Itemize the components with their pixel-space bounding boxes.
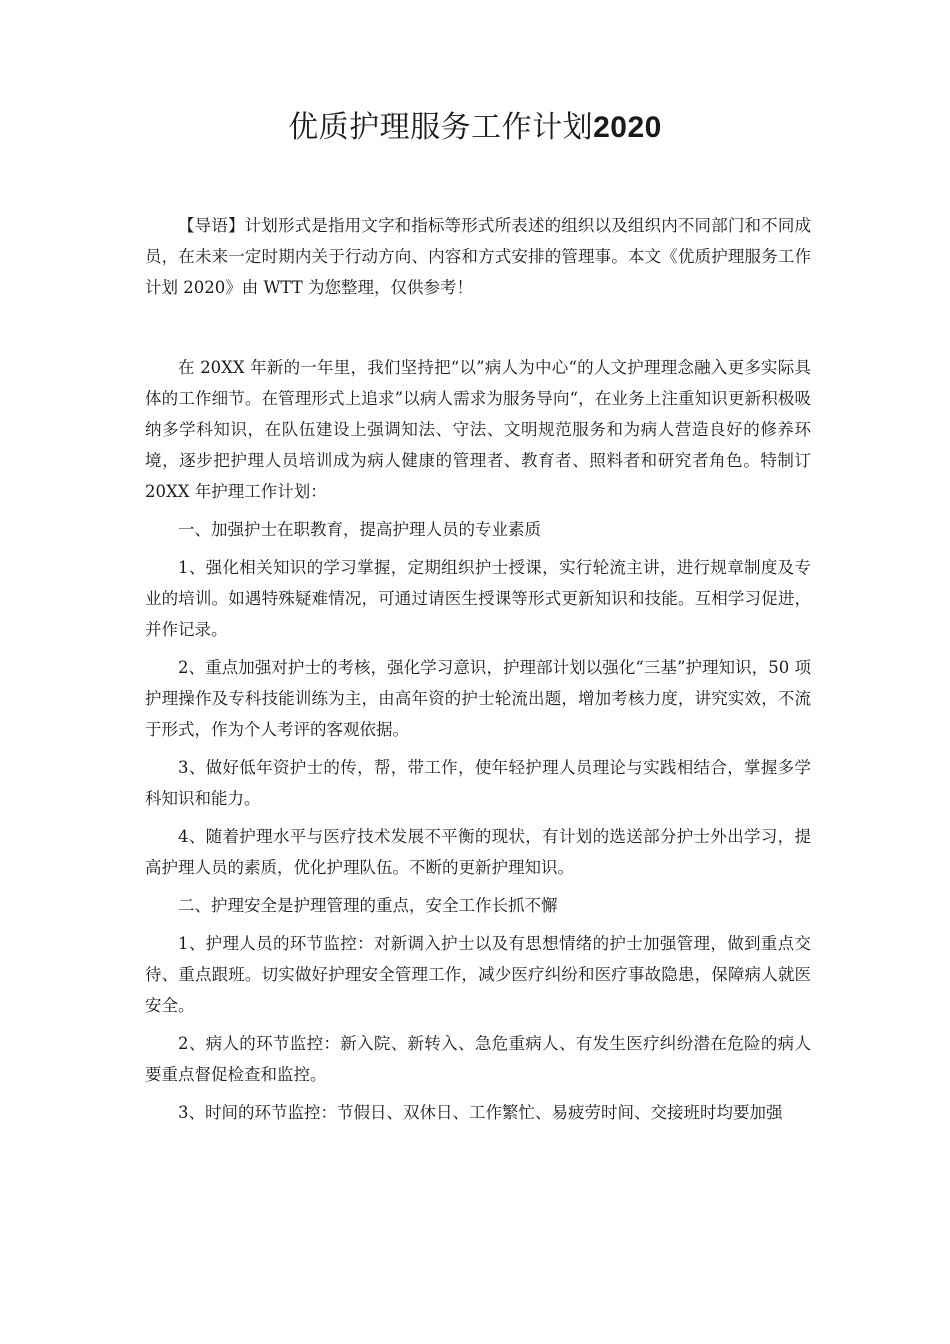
document-title [0, 106, 950, 150]
list-item: 3、时间的环节监控：节假日、双休日、工作繁忙、易疲劳时间、交接班时均要加强 [178, 1103, 783, 1122]
main-content [145, 352, 811, 1128]
title-text: 优质护理服务工作计划 [288, 110, 594, 145]
list-item: 2、重点加强对护士的考核，强化学习意识，护理部计划以强化“三基”护理知识，50 项护理操作及专科技能训练为主，由高年资的护士轮流出题，增加考核力度，讲究实效，不流于形式，作为个人考评的客观依据。 [145, 658, 811, 739]
intro-paragraph: 【导语】计划形式是指用文字和指标等形式所表述的组织以及组织内不同部门和不同成员，在未来一定时期内关于行动方向、内容和方式安排的管理事。本文《优质护理服务工作计划 2020》由 WTT 为您整理，仅供参考！ [145, 216, 811, 297]
list-item: 1、强化相关知识的学习掌握，定期组织护士授课，实行轮流主讲，进行规章制度及专业的培训。如遇特殊疑难情况，可通过请医生授课等形式更新知识和技能。互相学习促进，并作记录。 [145, 558, 811, 639]
list-item: 4、随着护理水平与医疗技术发展不平衡的现状，有计划的选送部分护士外出学习，提高护理人员的素质，优化护理队伍。不断的更新护理知识。 [145, 827, 811, 877]
list-item: 3、做好低年资护士的传，帮，带工作，使年轻护理人员理论与实践相结合，掌握多学科知识和能力。 [145, 758, 811, 808]
list-item: 1、护理人员的环节监控：对新调入护士以及有思想情绪的护士加强管理，做到重点交待、重点跟班。切实做好护理安全管理工作，减少医疗纠纷和医疗事故隐患，保障病人就医安全。 [145, 934, 811, 1015]
title-year: 2020 [593, 111, 662, 144]
section-heading-2: 二、护理安全是护理管理的重点，安全工作长抓不懈 [178, 896, 558, 915]
list-item: 2、病人的环节监控：新入院、新转入、急危重病人、有发生医疗纠纷潜在危险的病人要重点督促检查和监控。 [145, 1034, 811, 1084]
intro-section [145, 210, 811, 303]
opening-paragraph: 在 20XX 年新的一年里，我们坚持把“以”病人为中心“的人文护理理念融入更多实际具体的工作细节。在管理形式上追求”以病人需求为服务导向“，在业务上注重知识更新积极吸纳多学科知识，在队伍建设上强调知法、守法、文明规范服务和为病人营造良好的修养环境，逐步把护理人员培训成为病人健康的管理者、教育者、照料者和研究者角色。特制订 20XX 年护理工作计划： [145, 358, 811, 501]
section-heading-1: 一、加强护士在职教育，提高护理人员的专业素质 [178, 520, 541, 539]
